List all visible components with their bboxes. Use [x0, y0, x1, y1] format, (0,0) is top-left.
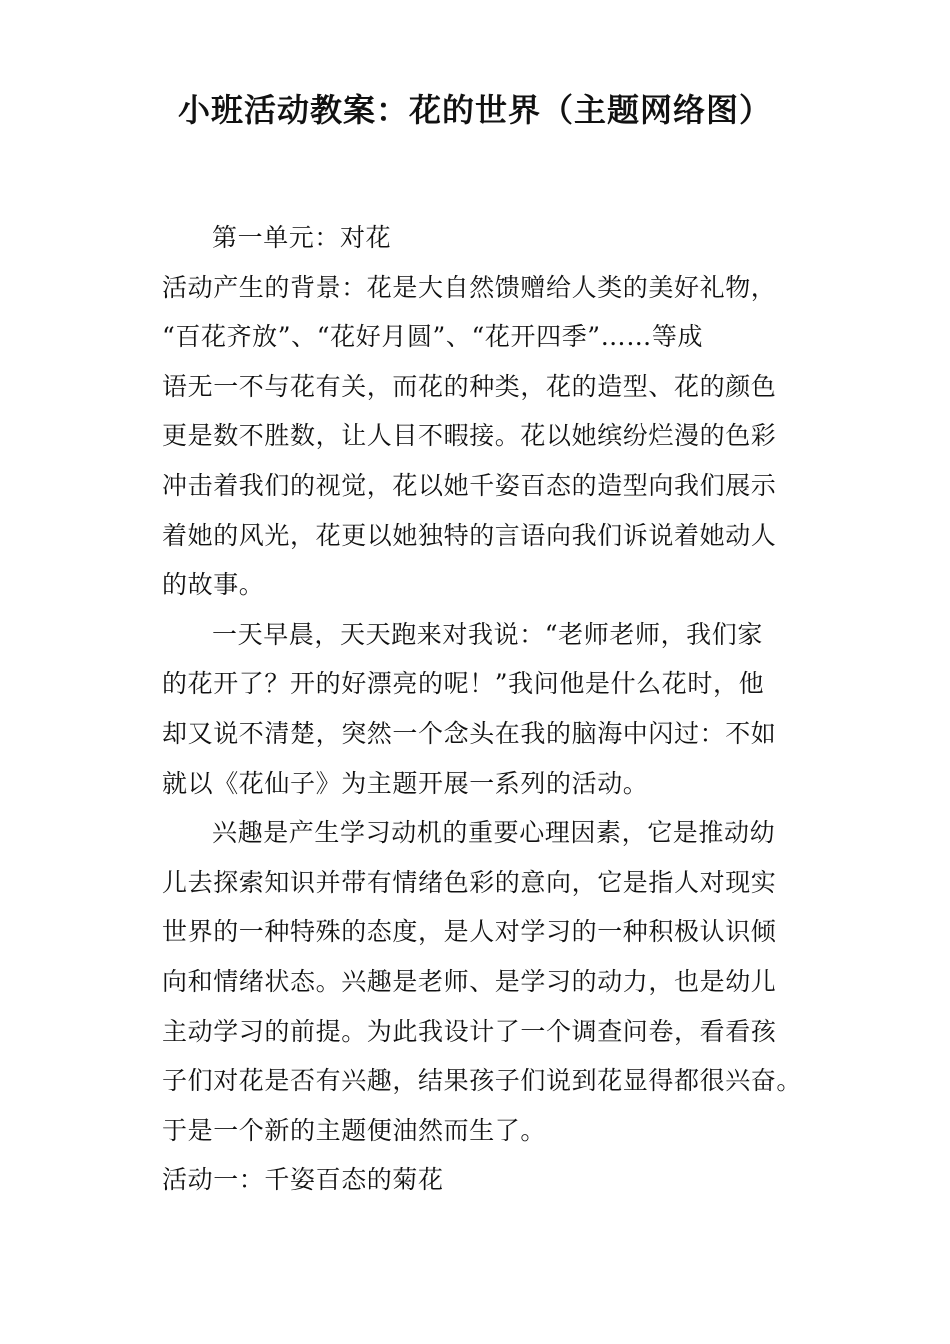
- text-line: 着她的风光，花更以她独特的言语向我们诉说着她动人: [162, 520, 777, 550]
- text-line: 主动学习的前提。为此我设计了一个调查问卷，看看孩: [162, 1016, 777, 1046]
- text-line: 语无一不与花有关，而花的种类，花的造型、花的颜色: [162, 371, 777, 401]
- document-title: 小班活动教案：花的世界（主题网络图）: [177, 91, 772, 129]
- text-line: 兴趣是产生学习动机的重要心理因素，它是推动幼: [212, 818, 776, 848]
- section-heading: 第一单元：对花: [212, 223, 392, 252]
- text-line: 的花开了？开的好漂亮的呢！”我问他是什么花时，他: [162, 669, 765, 699]
- text-line: 世界的一种特殊的态度，是人对学习的一种积极认识倾: [162, 917, 777, 947]
- text-line: “百花齐放”、“花好月圆”、“花开四季”……等成: [162, 322, 704, 352]
- text-line: 于是一个新的主题便油然而生了。: [162, 1115, 547, 1145]
- document-body: [162, 213, 802, 1205]
- text-line: 向和情绪状态。兴趣是老师、是学习的动力，也是幼儿: [162, 966, 777, 996]
- text-line: 的故事。: [162, 570, 265, 600]
- text-line: 就以《花仙子》为主题开展一系列的活动。: [162, 768, 649, 798]
- activity-heading: 活动一：千姿百态的菊花: [162, 1165, 444, 1195]
- text-line: 活动产生的背景：花是大自然馈赠给人类的美好礼物，: [162, 272, 777, 302]
- text-line: 冲击着我们的视觉，花以她千姿百态的造型向我们展示: [162, 470, 777, 500]
- text-line: 却又说不清楚，突然一个念头在我的脑海中闪过：不如: [162, 718, 777, 748]
- text-line: 更是数不胜数，让人目不暇接。花以她缤纷烂漫的色彩: [162, 421, 777, 451]
- text-line: 子们对花是否有兴趣，结果孩子们说到花显得都很兴奋。: [162, 1066, 803, 1096]
- text-line: 儿去探索知识并带有情绪色彩的意向，它是指人对现实: [162, 867, 777, 897]
- text-line: 一天早晨，天天跑来对我说：“老师老师，我们家: [212, 619, 763, 649]
